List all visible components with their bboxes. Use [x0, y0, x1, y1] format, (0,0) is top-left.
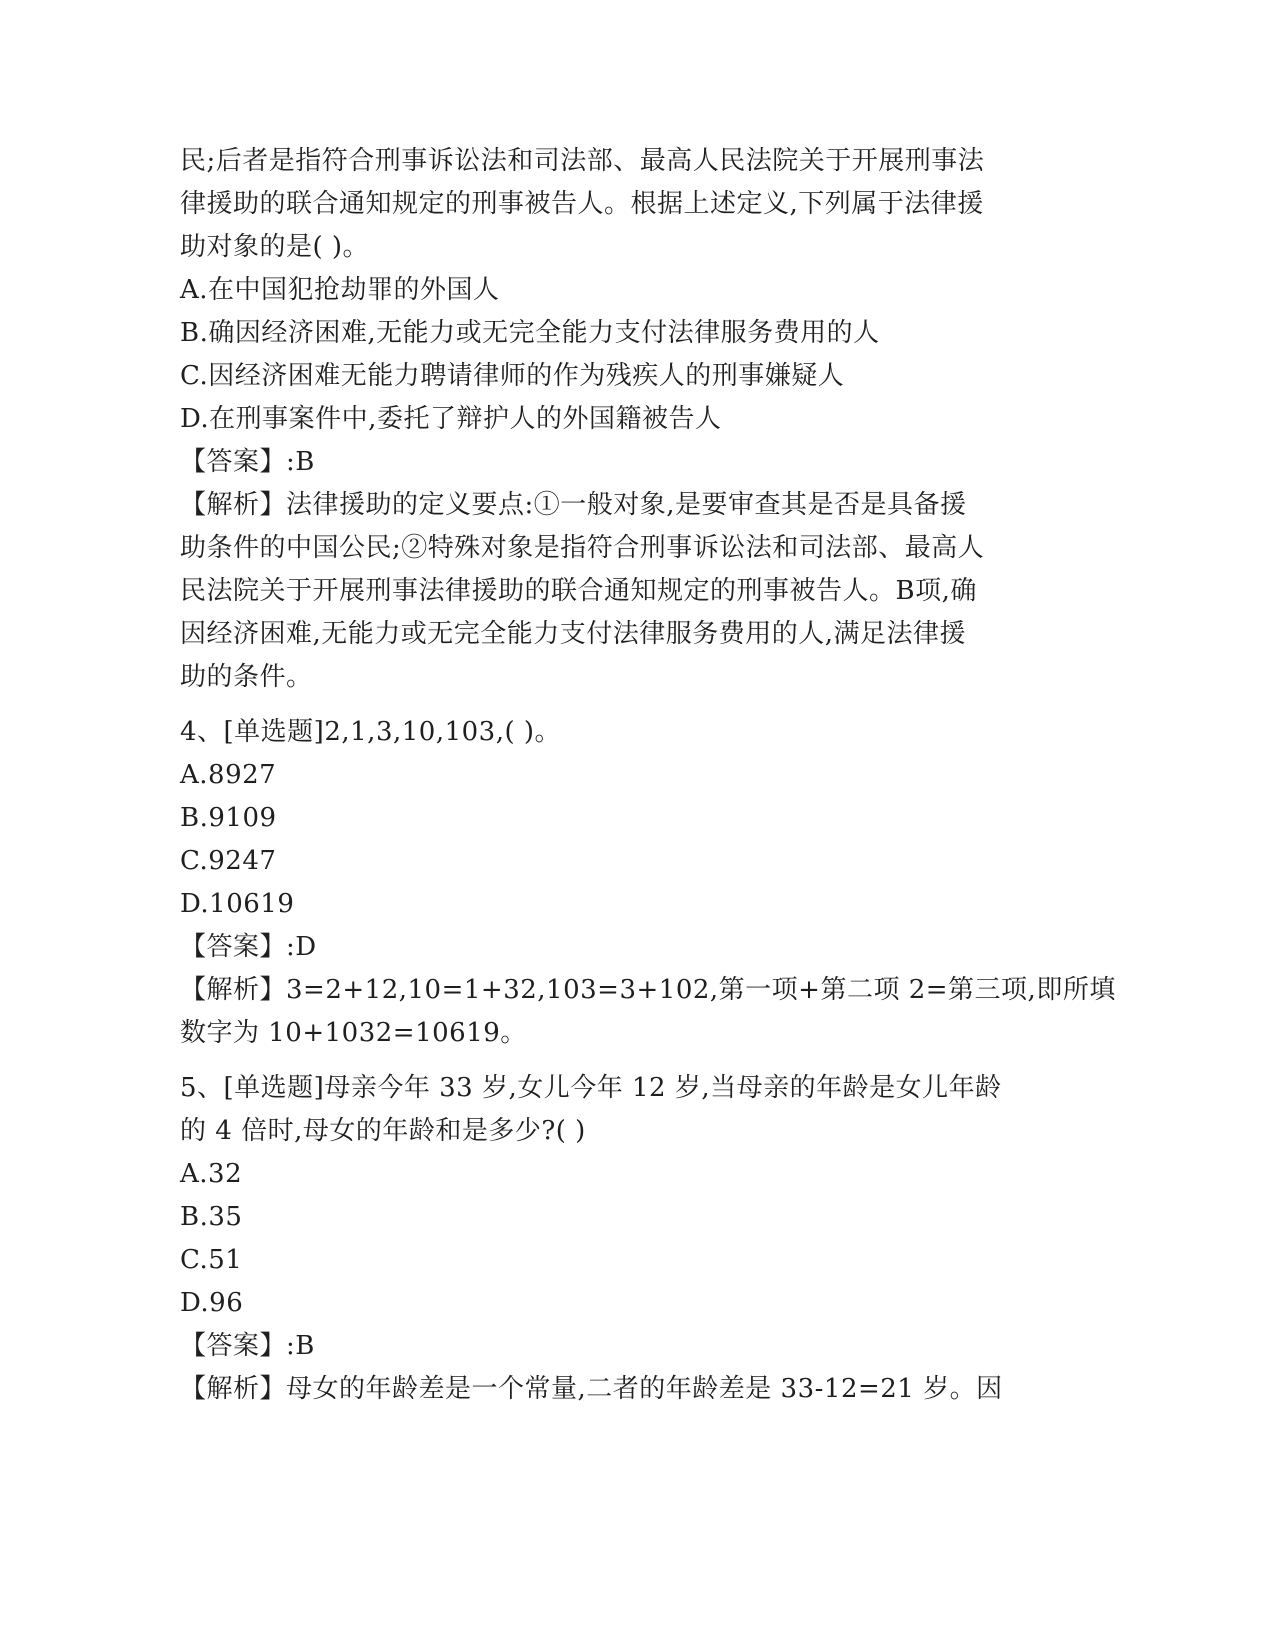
question-stem-line: 的 4 倍时,母女的年龄和是多少?( ) — [180, 1116, 586, 1146]
analysis-line: 数字为 10+1032=10619。 — [180, 1018, 527, 1048]
analysis-line: 【解析】法律援助的定义要点:①一般对象,是要审查其是否是具备援 — [180, 490, 967, 520]
question-5 — [180, 1067, 1080, 1411]
section-gap — [180, 1055, 1080, 1067]
option-b: B.9109 — [180, 803, 277, 833]
question-stem-line: 4、[单选题]2,1,3,10,103,( )。 — [180, 717, 562, 747]
analysis-line: 助条件的中国公民;②特殊对象是指符合刑事诉讼法和司法部、最高人 — [180, 533, 985, 563]
option-c: C.因经济困难无能力聘请律师的作为残疾人的刑事嫌疑人 — [180, 361, 845, 391]
option-b: B.35 — [180, 1202, 243, 1232]
answer-line: 【答案】:B — [180, 447, 315, 477]
question-stem-line: 民;后者是指符合刑事诉讼法和司法部、最高人民法院关于开展刑事法 — [180, 146, 985, 176]
analysis-line: 【解析】母女的年龄差是一个常量,二者的年龄差是 33-12=21 岁。因 — [180, 1374, 1003, 1404]
document-page — [180, 140, 1116, 1411]
analysis-line: 【解析】3=2+12,10=1+32,103=3+102,第一项+第二项 2=第三项,即所填 — [180, 975, 1116, 1005]
question-3 — [180, 140, 1080, 699]
question-4 — [180, 711, 1116, 1055]
analysis-line: 民法院关于开展刑事法律援助的联合通知规定的刑事被告人。B项,确 — [180, 576, 977, 606]
question-stem-line: 5、[单选题]母亲今年 33 岁,女儿今年 12 岁,当母亲的年龄是女儿年龄 — [180, 1073, 1002, 1103]
option-c: C.9247 — [180, 846, 277, 876]
option-d: D.10619 — [180, 889, 295, 919]
option-a: A.8927 — [180, 760, 277, 790]
section-gap — [180, 699, 1080, 711]
answer-line: 【答案】:B — [180, 1331, 315, 1361]
option-a: A.在中国犯抢劫罪的外国人 — [180, 275, 500, 305]
option-d: D.96 — [180, 1288, 244, 1318]
analysis-line: 助的条件。 — [180, 662, 313, 692]
option-a: A.32 — [180, 1159, 243, 1189]
option-b: B.确因经济困难,无能力或无完全能力支付法律服务费用的人 — [180, 318, 880, 348]
question-stem-line: 律援助的联合通知规定的刑事被告人。根据上述定义,下列属于法律援 — [180, 189, 984, 219]
question-stem-line: 助对象的是( )。 — [180, 232, 370, 262]
answer-line: 【答案】:D — [180, 932, 317, 962]
option-d: D.在刑事案件中,委托了辩护人的外国籍被告人 — [180, 404, 722, 434]
option-c: C.51 — [180, 1245, 243, 1275]
analysis-line: 因经济困难,无能力或无完全能力支付法律服务费用的人,满足法律援 — [180, 619, 967, 649]
